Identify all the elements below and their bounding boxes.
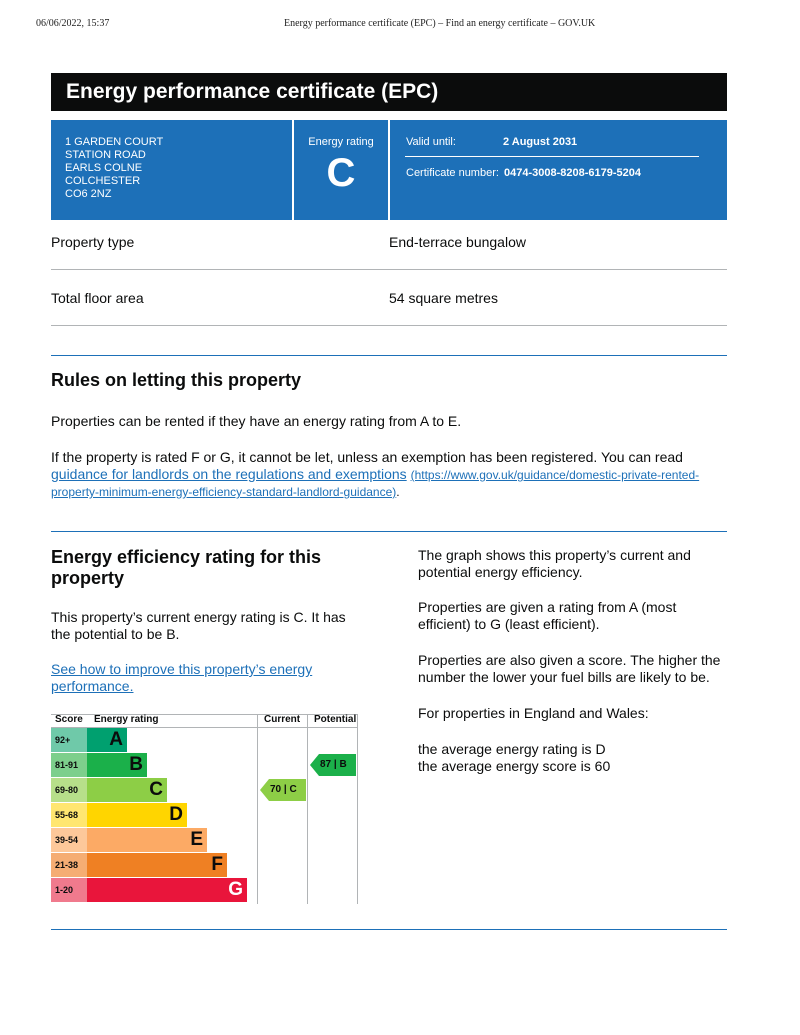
average-figures xyxy=(418,741,610,775)
band-bar xyxy=(87,828,207,852)
band-bar xyxy=(87,878,247,902)
landlord-guidance-url[interactable]: property-minimum-energy-efficiency-standard-landlord-guidance) xyxy=(51,485,397,499)
band-score-range: 92+ xyxy=(51,728,87,752)
letting-guidance-line xyxy=(51,483,400,501)
graph-explanation-line: The graph shows this property’s current and xyxy=(418,547,691,563)
address-line: STATION ROAD xyxy=(65,149,146,161)
band-letter: A xyxy=(109,729,123,750)
certificate-number-label: Certificate number: xyxy=(406,167,499,179)
improve-link-line[interactable]: See how to improve this property’s energy xyxy=(51,661,313,677)
page-title: Energy performance certificate (EPC) xyxy=(51,73,727,111)
efficiency-heading xyxy=(51,547,321,589)
average-score: the average energy score is 60 xyxy=(418,758,611,774)
print-page-title: Energy performance certificate (EPC) – Find an energy certificate – GOV.UK xyxy=(284,18,596,29)
landlord-guidance-link[interactable]: guidance for landlords on the regulations and exemptions xyxy=(51,466,407,482)
column-divider xyxy=(357,714,358,904)
print-datetime: 06/06/2022, 15:37 xyxy=(36,18,110,29)
potential-rating-arrow-label: 87 | B xyxy=(320,759,347,770)
rating-range-line: Properties are given a rating from A (most xyxy=(418,599,677,615)
letting-heading: Rules on letting this property xyxy=(51,370,302,390)
letting-paragraph: Properties can be rented if they have an energy rating from A to E. xyxy=(51,413,462,429)
improve-performance-link[interactable] xyxy=(51,661,312,695)
column-divider xyxy=(257,714,258,904)
band-score-range: 81-91 xyxy=(51,753,87,777)
score-explanation-line: number the lower your fuel bills are likely to be. xyxy=(418,669,710,685)
floor-area-label: Total floor area xyxy=(51,290,144,306)
landlord-guidance-url[interactable]: (https://www.gov.uk/guidance/domestic-private-rented- xyxy=(410,468,700,482)
address-line: CO6 2NZ xyxy=(65,188,112,200)
letting-guidance-line xyxy=(51,466,699,484)
score-explanation-line: Properties are also given a score. The higher the xyxy=(418,652,721,668)
band-letter: D xyxy=(169,804,183,825)
address-line: EARLS COLNE xyxy=(65,162,143,174)
band-letter: C xyxy=(149,779,163,800)
current-rating-arrow-label: 70 | C xyxy=(270,784,297,795)
section-break xyxy=(51,531,727,532)
column-divider xyxy=(307,714,308,904)
current-rating-line: This property’s current energy rating is C. It has xyxy=(51,609,346,625)
summary-divider xyxy=(51,269,727,270)
band-score-range: 55-68 xyxy=(51,803,87,827)
certificate-number: 0474-3008-8208-6179-5204 xyxy=(504,167,642,179)
band-score-range: 69-80 xyxy=(51,778,87,802)
band-score-range: 21-38 xyxy=(51,853,87,877)
potential-column-header: Potential xyxy=(314,714,357,725)
potential-rating-arrow xyxy=(310,754,356,776)
graph-explanation-line: potential energy efficiency. xyxy=(418,564,583,580)
band-letter: F xyxy=(211,854,223,875)
band-score-range: 39-54 xyxy=(51,828,87,852)
band-letter: G xyxy=(228,879,243,900)
england-wales-intro: For properties in England and Wales: xyxy=(418,705,649,721)
band-letter: E xyxy=(190,829,203,850)
letting-exemption-text: If the property is rated F or G, it cannot be let, unless an exemption has been registered. You can read xyxy=(51,449,683,465)
band-bar xyxy=(87,803,187,827)
card-rule xyxy=(405,156,699,157)
rating-column-header: Energy rating xyxy=(94,714,159,725)
current-rating-line: the potential to be B. xyxy=(51,626,180,642)
section-break xyxy=(51,929,727,930)
average-rating: the average energy rating is D xyxy=(418,741,606,757)
efficiency-heading-line: property xyxy=(51,568,125,588)
address-line: COLCHESTER xyxy=(65,175,141,187)
energy-rating-label: Energy rating xyxy=(308,136,374,148)
property-address xyxy=(65,136,163,201)
print-header xyxy=(36,18,764,32)
rating-range-line: efficient) to G (least efficient). xyxy=(418,616,600,632)
band-bar xyxy=(87,753,147,777)
improve-link-line[interactable]: performance. xyxy=(51,678,134,694)
current-rating-text xyxy=(51,609,346,643)
valid-until-label: Valid until: xyxy=(406,136,456,148)
section-break xyxy=(51,355,727,356)
score-column-header: Score xyxy=(55,714,83,725)
card-divider xyxy=(388,120,390,220)
valid-until-date: 2 August 2031 xyxy=(503,136,578,148)
graph-explanation xyxy=(418,547,691,581)
score-explanation xyxy=(418,652,720,686)
rating-range-explanation xyxy=(418,599,676,633)
property-type-label: Property type xyxy=(51,234,135,250)
period: . xyxy=(396,485,400,499)
current-rating-arrow xyxy=(260,779,306,801)
band-bar xyxy=(87,778,167,802)
band-bar xyxy=(87,853,227,877)
property-type-value: End-terrace bungalow xyxy=(389,234,526,250)
floor-area-value: 54 square metres xyxy=(389,290,498,306)
band-letter: B xyxy=(129,754,143,775)
band-bar xyxy=(87,728,127,752)
epc-summary-card xyxy=(51,120,727,220)
efficiency-heading-line: Energy efficiency rating for this xyxy=(51,547,322,567)
energy-rating-letter: C xyxy=(326,151,356,195)
band-score-range: 1-20 xyxy=(51,878,87,902)
address-line: 1 GARDEN COURT xyxy=(65,136,164,148)
current-column-header: Current xyxy=(264,714,301,725)
epc-rating-chart xyxy=(51,714,358,904)
summary-divider xyxy=(51,325,727,326)
